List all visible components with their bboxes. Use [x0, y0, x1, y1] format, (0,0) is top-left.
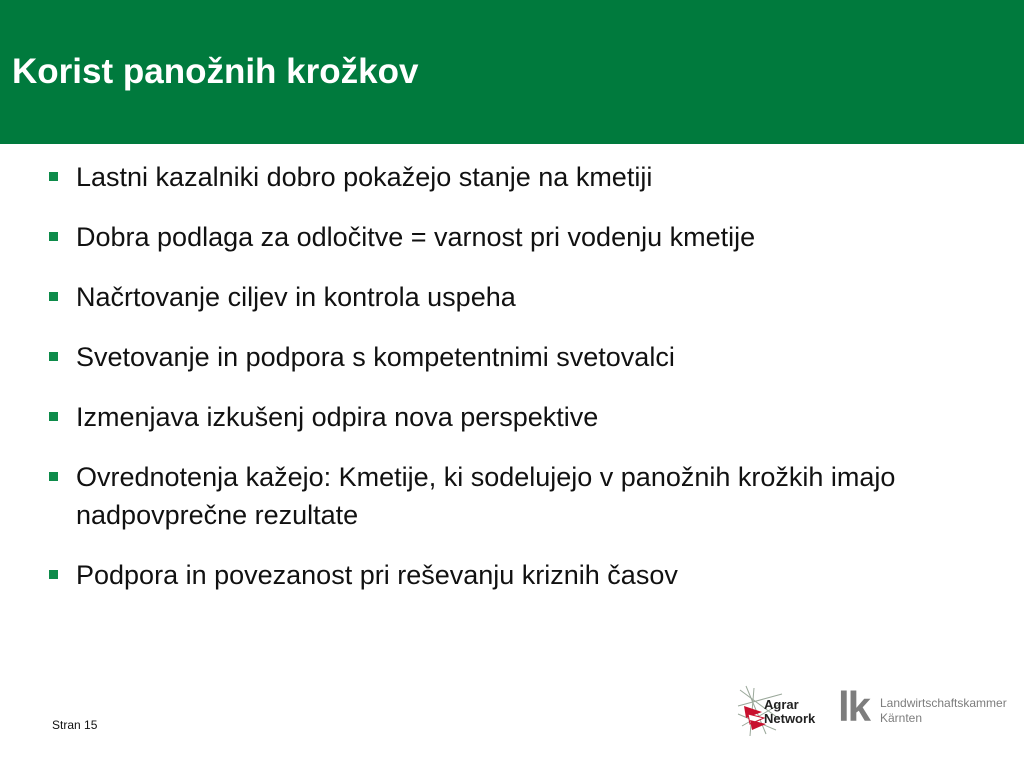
bullet-text: Podpora in povezanost pri reševanju kriznih časov: [76, 560, 678, 590]
lk-logo-name-line2: Kärnten: [880, 711, 923, 725]
bullet-item: [46, 458, 986, 534]
bullet-item: [46, 398, 986, 436]
bullet-item: [46, 338, 986, 376]
bullet-item: [46, 218, 986, 256]
bullet-text: Dobra podlaga za odločitve = varnost pri vodenju kmetije: [76, 222, 756, 252]
bullet-item: [46, 158, 986, 196]
bullet-item: [46, 278, 986, 316]
bullet-square-icon: [49, 232, 58, 241]
bullet-text: Ovrednotenja kažejo: Kmetije, ki sodelujejo v panožnih krožkih imajo nadpovprečne rezultate: [76, 462, 896, 530]
landwirtschaftskammer-logo: [838, 683, 1008, 730]
bullet-square-icon: [49, 292, 58, 301]
agrar-logo-line1: Agrar: [764, 697, 799, 712]
bullet-square-icon: [49, 172, 58, 181]
lk-logo-name-line1: Landwirtschaftskammer: [880, 696, 1007, 710]
agrar-network-logo: [736, 684, 822, 740]
page-number: [52, 718, 97, 732]
bullet-text: Svetovanje in podpora s kompetentnimi svetovalci: [76, 342, 675, 372]
slide-header: [0, 0, 1024, 144]
bullet-square-icon: [49, 352, 58, 361]
page-label: Stran: [52, 718, 81, 732]
agrar-logo-line2: Network: [764, 711, 816, 726]
bullet-text: Izmenjava izkušenj odpira nova perspektive: [76, 402, 599, 432]
bullet-item: [46, 556, 986, 594]
bullet-text: Načrtovanje ciljev in kontrola uspeha: [76, 282, 516, 312]
bullet-square-icon: [49, 412, 58, 421]
bullet-square-icon: [49, 472, 58, 481]
lk-logo-mark: lk: [838, 683, 870, 730]
bullet-text: Lastni kazalniki dobro pokažejo stanje na kmetiji: [76, 162, 653, 192]
bullet-list: [46, 158, 986, 616]
slide-title: Korist panožnih krožkov: [12, 52, 419, 91]
bullet-square-icon: [49, 570, 58, 579]
page-number-value: 15: [84, 718, 98, 732]
